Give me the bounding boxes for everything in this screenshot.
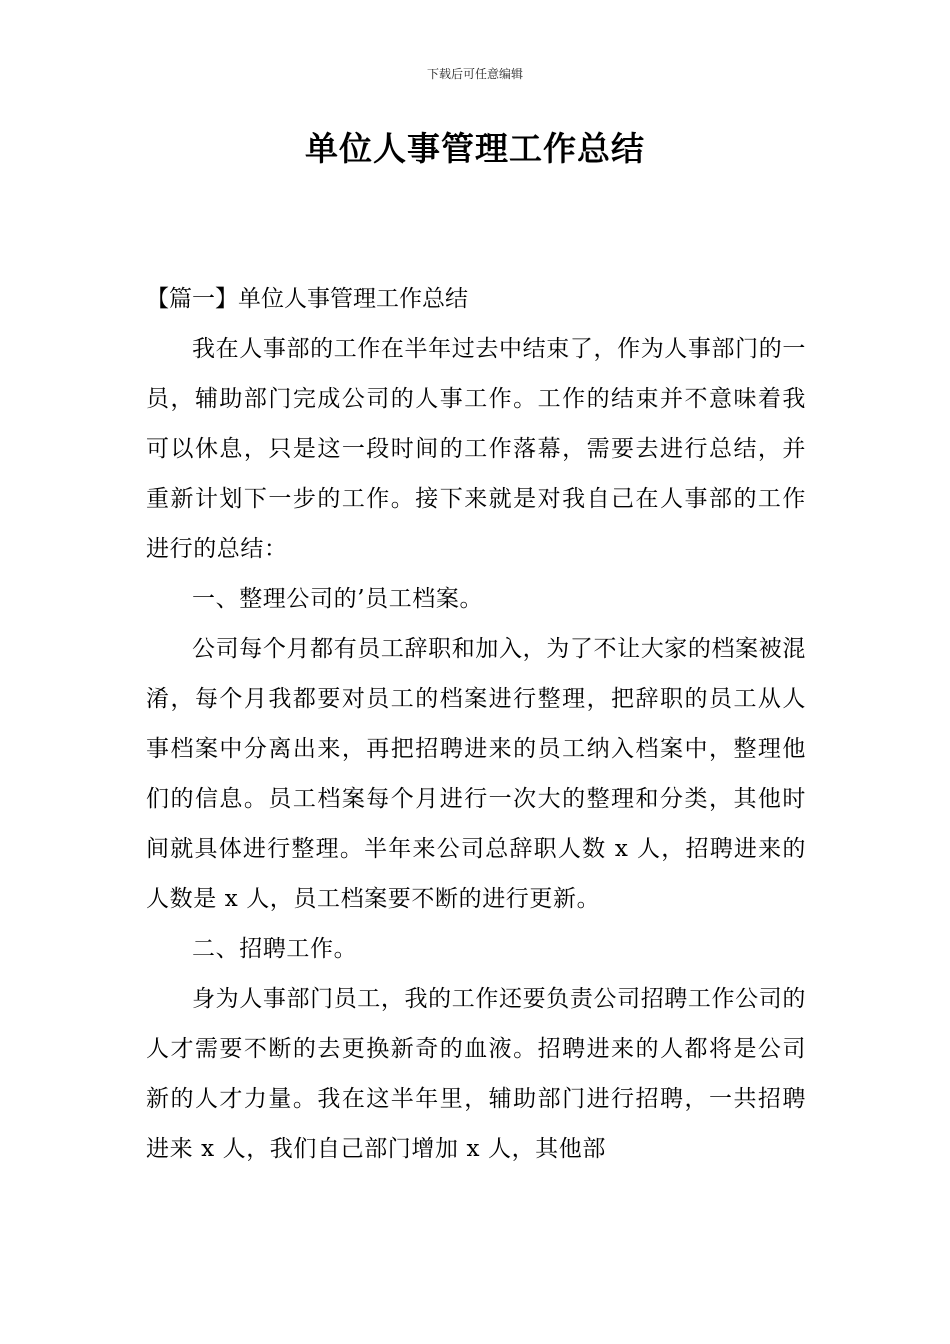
section-heading: 【篇一】单位人事管理工作总结 [146,286,468,312]
item1-heading: 一、整理公司的’员工档案。 [192,586,484,612]
item2-paragraph: 身为人事部门员工，我的工作还要负责公司招聘工作公司的人才需要不断的去更换新奇的血液。招聘进来的人都将是公司新的人才力量。我在这半年里，辅助部门进行招聘，一共招聘进来 x 人，我们自己部门增加 x 人，其他部 [146,986,806,1162]
intro-paragraph: 我在人事部的工作在半年过去中结束了，作为人事部门的一员，辅助部门完成公司的人事工作。工作的结束并不意味着我可以休息，只是这一段时间的工作落幕，需要去进行总结，并重新计划下一步的工作。接下来就是对我自己在人事部的工作进行的总结： [146,336,806,562]
document-title: 单位人事管理工作总结 [305,129,645,168]
item2-heading: 二、招聘工作。 [192,936,358,962]
header-note: 下载后可任意编辑 [426,67,523,81]
item1-paragraph: 公司每个月都有员工辞职和加入，为了不让大家的档案被混淆，每个月我都要对员工的档案进行整理，把辞职的员工从人事档案中分离出来，再把招聘进来的员工纳入档案中，整理他们的信息。员工档案每个月进行一次大的整理和分类，其他时间就具体进行整理。半年来公司总辞职人数 x 人，招聘进来的人数是 x 人，员工档案要不断的进行更新。 [146,636,806,912]
document-body [146,274,806,1174]
